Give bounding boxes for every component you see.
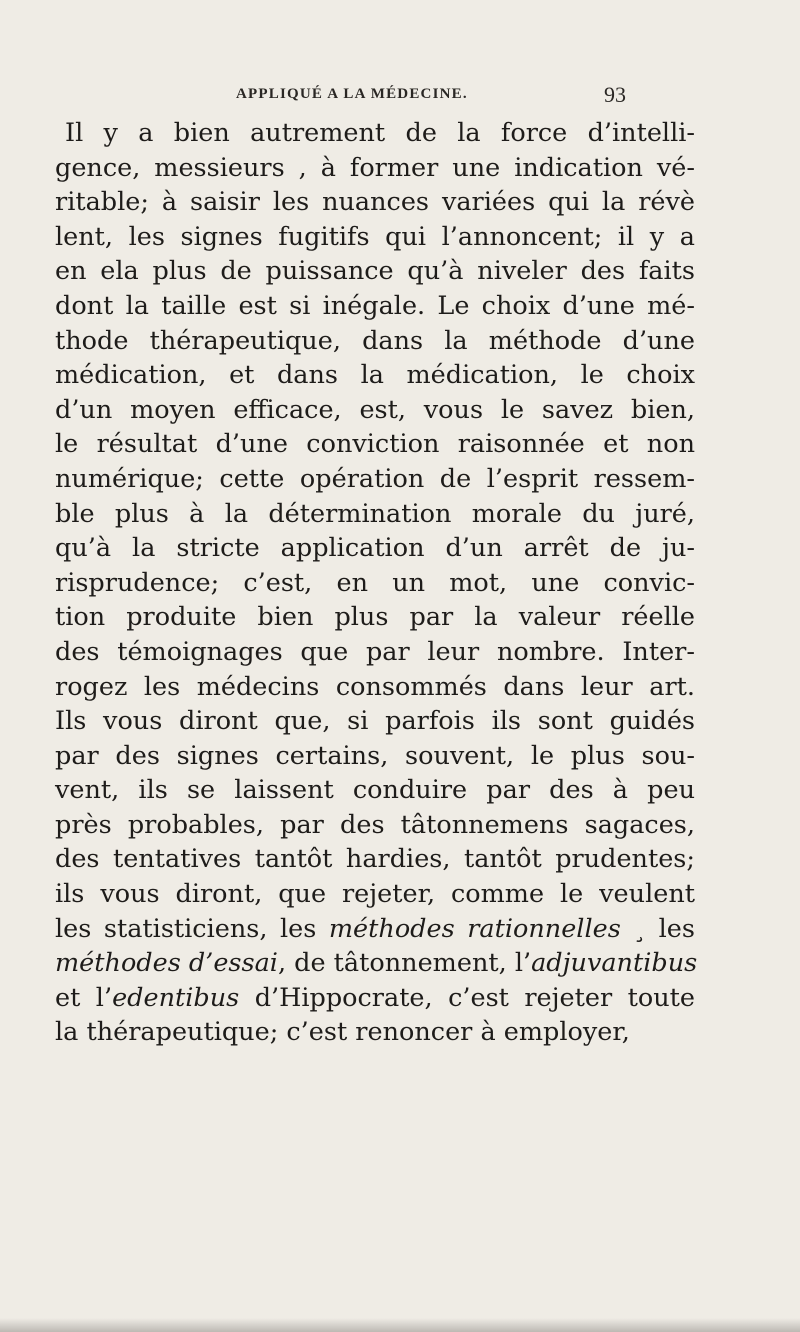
text-line: thode thérapeutique, dans la méthode d’une <box>55 325 695 356</box>
italic-run: méthodes d’essai <box>55 948 278 979</box>
text-line: dont la taille est si inégale. Le choix d’une mé- <box>55 290 695 321</box>
text-run: , de tâtonnement, l’ <box>277 948 532 979</box>
italic-run: méthodes rationnelles ¸ <box>328 913 647 944</box>
text-line: des tentatives tantôt hardies, tantôt prudentes; <box>55 844 695 875</box>
text-line: qu’à la stricte application d’un arrêt de ju- <box>55 533 695 564</box>
text-line: d’un moyen efficace, est, vous le savez bien, <box>55 394 695 425</box>
text-line: risprudence; c’est, en un mot, une convic- <box>55 567 695 598</box>
text-run: d’Hippocrate, c’est rejeter toute <box>239 982 695 1013</box>
italic-run: adjuvantibus <box>531 948 698 979</box>
running-head <box>236 82 626 112</box>
page-edge-shadow <box>0 1318 800 1332</box>
text-line: tion produite bien plus par la valeur réelle <box>55 602 695 633</box>
text-run: et l’ <box>55 982 113 1013</box>
text-line: ble plus à la détermination morale du juré, <box>55 498 695 529</box>
text-line: Ils vous diront que, si parfois ils sont guidés <box>55 706 695 737</box>
text-line <box>55 981 695 1016</box>
text-run: les <box>646 913 695 944</box>
text-line: vent, ils se laissent conduire par des à peu <box>55 775 695 806</box>
text-line: près probables, par des tâtonnemens sagaces, <box>55 809 695 840</box>
text-line: par des signes certains, souvent, le plus sou- <box>55 740 695 771</box>
italic-run: edentibus <box>112 982 240 1013</box>
text-line: ils vous diront, que rejeter, comme le veulent <box>55 879 695 910</box>
text-line: gence, messieurs , à former une indication vé- <box>55 152 695 183</box>
text-line: Il y a bien autrement de la force d’intelli- <box>65 118 695 148</box>
text-line: lent, les signes fugitifs qui l’annoncent; il y a <box>55 221 695 252</box>
text-line <box>55 912 695 947</box>
text-line: la thérapeutique; c’est renoncer à employer, <box>55 1017 630 1048</box>
running-title: APPLIQUÉ A LA MÉDECINE. <box>236 86 468 102</box>
text-line: médication, et dans la médication, le choix <box>55 360 695 391</box>
text-line: numérique; cette opération de l’esprit ressem- <box>55 463 695 494</box>
text-line: rogez les médecins consommés dans leur art. <box>55 671 695 702</box>
body-text <box>55 116 698 1050</box>
text-run: les statisticiens, les <box>55 913 329 944</box>
text-line: ritable; à saisir les nuances variées qui la révè <box>55 187 695 218</box>
text-line: des témoignages que par leur nombre. Inter- <box>55 636 695 667</box>
text-line <box>55 946 698 981</box>
text-line: en ela plus de puissance qu’à niveler des faits <box>55 256 695 287</box>
page-number: 93 <box>604 82 626 107</box>
text-line: le résultat d’une conviction raisonnée et non <box>55 429 695 460</box>
